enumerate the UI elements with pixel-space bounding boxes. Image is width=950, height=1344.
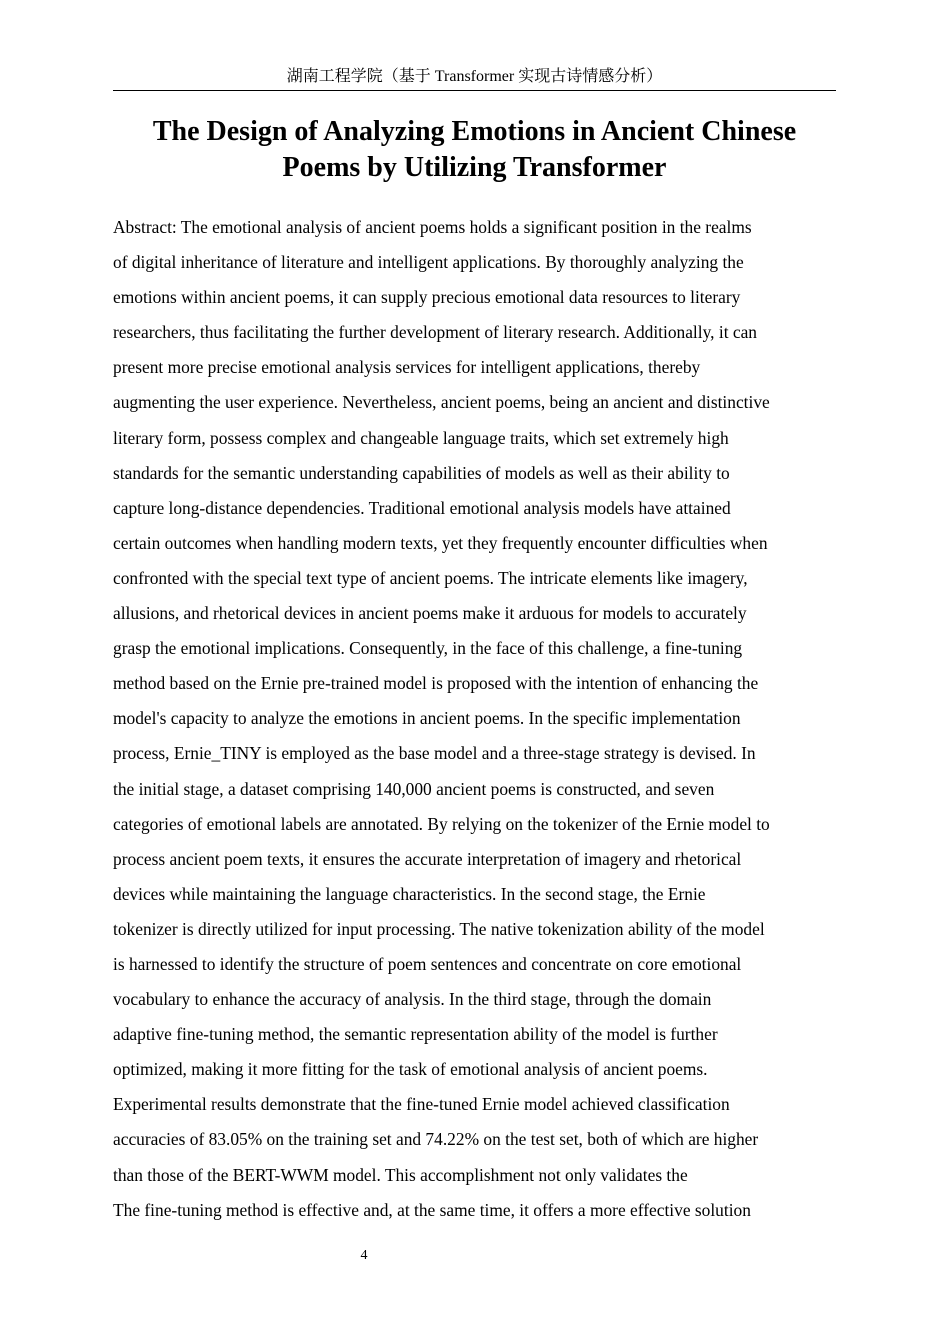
abstract-line: confronted with the special text type of ancient poems. The intricate elements like imagery, [113, 567, 748, 588]
abstract-line: The fine-tuning method is effective and, at the same time, it offers a more effective solution [113, 1199, 751, 1220]
abstract-line: literary form, possess complex and changeable language traits, which set extremely high [113, 427, 729, 448]
abstract-line: grasp the emotional implications. Consequently, in the face of this challenge, a fine-tuning [113, 638, 743, 659]
abstract-line: model's capacity to analyze the emotions in ancient poems. In the specific implementation [113, 708, 741, 729]
abstract-line: Abstract: The emotional analysis of ancient poems holds a significant position in the realms [113, 217, 752, 237]
abstract-line: Experimental results demonstrate that the fine-tuned Ernie model achieved classification [113, 1094, 730, 1115]
abstract-line: accuracies of 83.05% on the training set and 74.22% on the test set, both of which are higher [113, 1129, 759, 1150]
abstract-line: allusions, and rhetorical devices in ancient poems make it arduous for models to accurately [113, 603, 747, 624]
abstract-line: present more precise emotional analysis services for intelligent applications, thereby [113, 357, 701, 378]
page-number: 4 [360, 1248, 368, 1263]
abstract-line: method based on the Ernie pre-trained model is proposed with the intention of enhancing the [113, 673, 759, 694]
abstract-line: vocabulary to enhance the accuracy of analysis. In the third stage, through the domain [113, 989, 712, 1010]
abstract-body [113, 210, 838, 1228]
paper-title [113, 114, 836, 186]
running-header: 湖南工程学院（基于 Transformer 实现古诗情感分析） [286, 68, 663, 85]
title-line-2: Poems by Utilizing Transformer [282, 152, 667, 183]
abstract-line: augmenting the user experience. Nevertheless, ancient poems, being an ancient and distinctive [113, 392, 770, 413]
abstract-line: than those of the BERT-WWM model. This accomplishment not only validates the [113, 1164, 688, 1185]
title-line-1: The Design of Analyzing Emotions in Ancient Chinese [152, 116, 797, 147]
abstract-line: categories of emotional labels are annotated. By relying on the tokenizer of the Ernie model to [113, 813, 770, 834]
abstract-line: emotions within ancient poems, it can supply precious emotional data resources to literary [113, 287, 741, 308]
abstract-line: researchers, thus facilitating the further development of literary research. Additionally, it can [113, 322, 758, 343]
abstract-line: process ancient poem texts, it ensures the accurate interpretation of imagery and rhetorical [113, 848, 742, 869]
abstract-line: process, Ernie_TINY is employed as the base model and a three-stage strategy is devised. In [113, 743, 756, 764]
abstract-line: tokenizer is directly utilized for input processing. The native tokenization ability of the model [113, 918, 765, 939]
abstract-line: the initial stage, a dataset comprising 140,000 ancient poems is constructed, and seven [113, 778, 715, 799]
abstract-line: optimized, making it more fitting for the task of emotional analysis of ancient poems. [113, 1059, 708, 1080]
abstract-line: certain outcomes when handling modern texts, yet they frequently encounter difficulties when [113, 532, 768, 553]
abstract-line: is harnessed to identify the structure of poem sentences and concentrate on core emotional [113, 953, 742, 974]
abstract-line: devices while maintaining the language characteristics. In the second stage, the Ernie [113, 883, 706, 904]
abstract-line: of digital inheritance of literature and intelligent applications. By thoroughly analyzing the [113, 252, 744, 273]
abstract-line: capture long-distance dependencies. Traditional emotional analysis models have attained [113, 497, 731, 518]
abstract-line: standards for the semantic understanding capabilities of models as well as their ability to [113, 462, 730, 483]
header-rule [113, 90, 836, 91]
abstract-line: adaptive fine-tuning method, the semantic representation ability of the model is further [113, 1024, 718, 1045]
